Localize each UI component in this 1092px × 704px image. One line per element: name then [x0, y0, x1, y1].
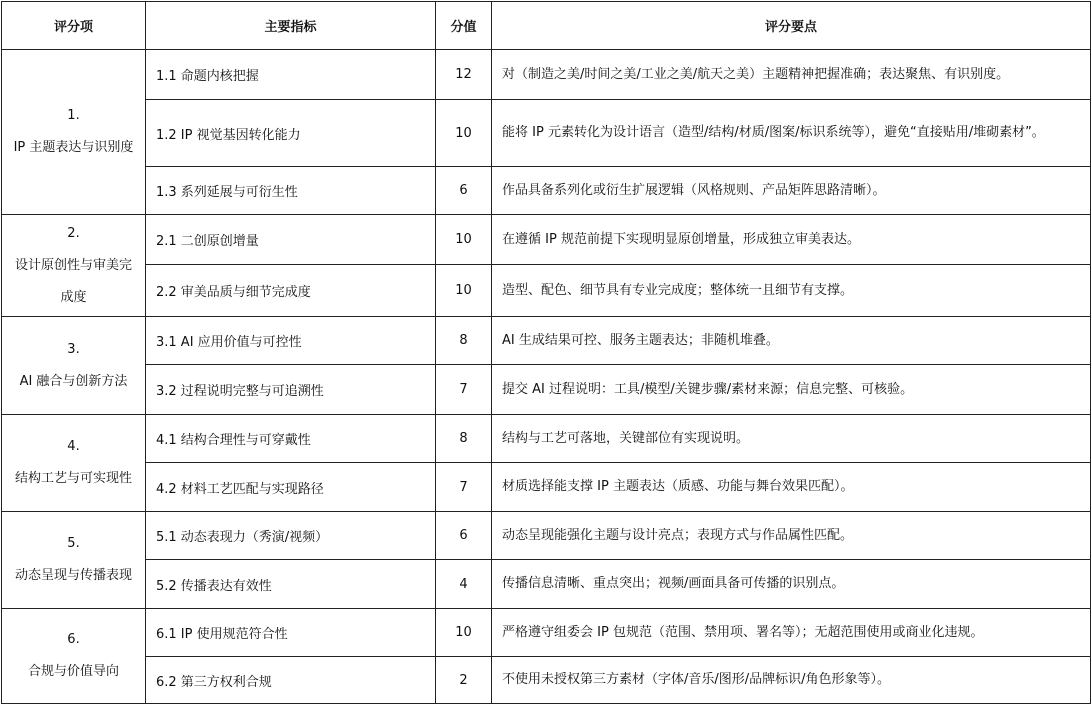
score-cell: 10: [436, 609, 492, 657]
table-row: [2, 317, 1091, 365]
points-cell: 能将 IP 元素转化为设计语言（造型/结构/材质/图案/标识系统等），避免“直接贴用/堆砌素材”。: [492, 100, 1091, 167]
indicator-cell: 6.2 第三方权利合规: [146, 657, 436, 704]
table-row: [2, 215, 1091, 265]
table-row: [2, 415, 1091, 463]
category-cell: [2, 512, 146, 609]
table-row: [2, 50, 1091, 100]
category-cell: [2, 215, 146, 317]
category-name: 合规与价值导向: [27, 664, 119, 679]
header-category: 评分项: [2, 2, 146, 50]
category-number: 3.: [67, 341, 80, 357]
category-number: 4.: [67, 439, 80, 454]
category-cell: [2, 415, 146, 512]
category-name: 动态呈现与传播表现: [14, 568, 132, 583]
category-name: 设计原创性与审美完成度: [14, 257, 132, 305]
indicator-cell: 1.1 命题内核把握: [146, 50, 436, 100]
points-cell: 提交 AI 过程说明：工具/模型/关键步骤/素材来源；信息完整、可核验。: [492, 365, 1091, 415]
indicator-cell: 2.2 审美品质与细节完成度: [146, 265, 436, 317]
points-cell: AI 生成结果可控、服务主题表达；非随机堆叠。: [492, 317, 1091, 365]
score-cell: 12: [436, 50, 492, 100]
score-cell: 7: [436, 463, 492, 512]
table-row: [2, 100, 1091, 167]
table-row: [2, 512, 1091, 560]
score-cell: 10: [436, 100, 492, 167]
table-row: [2, 265, 1091, 317]
table-row: [2, 463, 1091, 512]
indicator-cell: 6.1 IP 使用规范符合性: [146, 609, 436, 657]
score-cell: 4: [436, 560, 492, 609]
table-row: [2, 560, 1091, 609]
points-cell: 结构与工艺可落地，关键部位有实现说明。: [492, 415, 1091, 463]
scoring-rubric-table: [1, 1, 1091, 704]
header-indicator: 主要指标: [146, 2, 436, 50]
table-row: [2, 609, 1091, 657]
indicator-cell: 5.2 传播表达有效性: [146, 560, 436, 609]
indicator-cell: 3.1 AI 应用价值与可控性: [146, 317, 436, 365]
category-cell: [2, 317, 146, 415]
points-cell: 在遵循 IP 规范前提下实现明显原创增量，形成独立审美表达。: [492, 215, 1091, 265]
score-cell: 6: [436, 512, 492, 560]
indicator-cell: 4.1 结构合理性与可穿戴性: [146, 415, 436, 463]
score-cell: 7: [436, 365, 492, 415]
header-row: [2, 2, 1091, 50]
points-cell: 材质选择能支撑 IP 主题表达（质感、功能与舞台效果匹配）。: [492, 463, 1091, 512]
points-cell: 对（制造之美/时间之美/工业之美/航天之美）主题精神把握准确；表达聚焦、有识别度。: [492, 50, 1091, 100]
points-cell: 动态呈现能强化主题与设计亮点；表现方式与作品属性匹配。: [492, 512, 1091, 560]
score-cell: 10: [436, 215, 492, 265]
category-number: 6.: [67, 632, 80, 647]
header-points: 评分要点: [492, 2, 1091, 50]
table-row: [2, 657, 1091, 704]
score-cell: 6: [436, 167, 492, 215]
category-number: 2.: [67, 225, 80, 241]
category-cell: [2, 50, 146, 215]
score-cell: 8: [436, 317, 492, 365]
indicator-cell: 2.1 二创原创增量: [146, 215, 436, 265]
header-score: 分值: [436, 2, 492, 50]
table-row: [2, 365, 1091, 415]
score-cell: 10: [436, 265, 492, 317]
points-cell: 严格遵守组委会 IP 包规范（范围、禁用项、署名等）；无超范围使用或商业化违规。: [492, 609, 1091, 657]
points-cell: 不使用未授权第三方素材（字体/音乐/图形/品牌标识/角色形象等）。: [492, 657, 1091, 704]
indicator-cell: 5.1 动态表现力（秀演/视频）: [146, 512, 436, 560]
points-cell: 作品具备系列化或衍生扩展逻辑（风格规则、产品矩阵思路清晰）。: [492, 167, 1091, 215]
category-name: AI 融合与创新方法: [19, 373, 128, 389]
category-number: 1.: [67, 108, 80, 123]
indicator-cell: 4.2 材料工艺匹配与实现路径: [146, 463, 436, 512]
points-cell: 造型、配色、细节具有专业完成度；整体统一且细节有支撑。: [492, 265, 1091, 317]
score-cell: 8: [436, 415, 492, 463]
indicator-cell: 1.2 IP 视觉基因转化能力: [146, 100, 436, 167]
points-cell: 传播信息清晰、重点突出；视频/画面具备可传播的识别点。: [492, 560, 1091, 609]
category-number: 5.: [67, 536, 80, 551]
indicator-cell: 3.2 过程说明完整与可追溯性: [146, 365, 436, 415]
category-name: 结构工艺与可实现性: [14, 471, 132, 486]
table-row: [2, 167, 1091, 215]
category-cell: [2, 609, 146, 704]
category-name: IP 主题表达与识别度: [13, 140, 134, 155]
score-cell: 2: [436, 657, 492, 704]
indicator-cell: 1.3 系列延展与可衍生性: [146, 167, 436, 215]
